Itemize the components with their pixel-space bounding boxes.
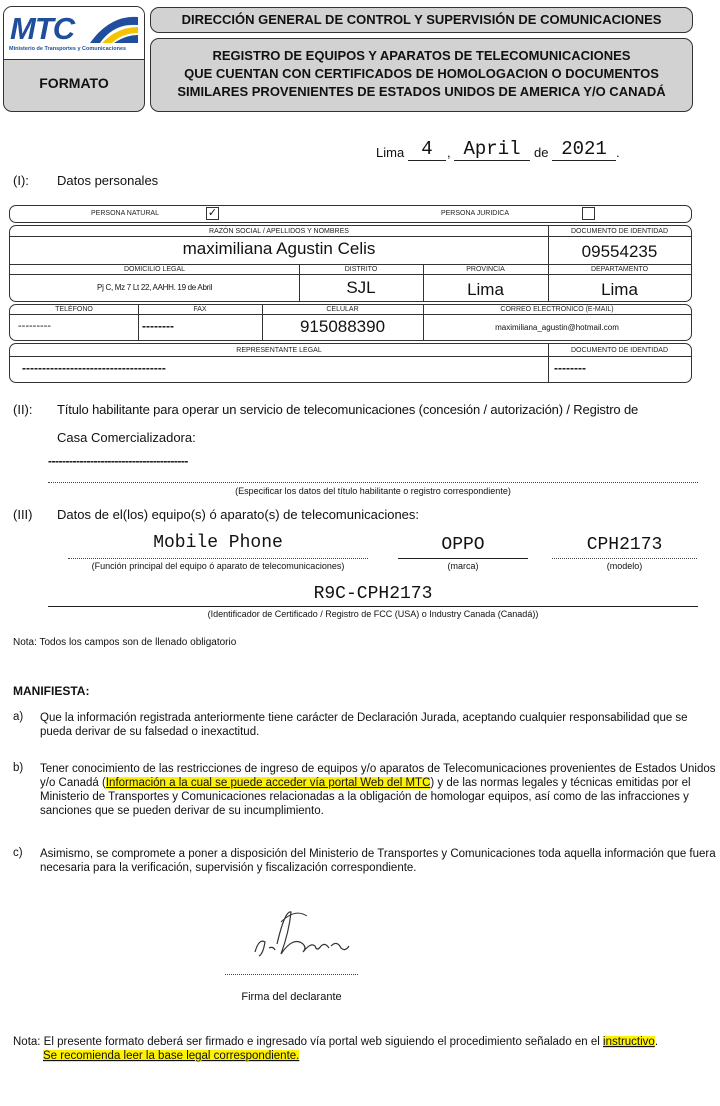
rep-doc-label: DOCUMENTO DE IDENTIDAD <box>570 347 669 354</box>
celular-label: CELULAR <box>326 306 359 313</box>
section2-value: ---------------------------------------- <box>48 454 188 468</box>
final-note-end: . <box>654 1036 659 1048</box>
title-line-1: REGISTRO DE EQUIPOS Y APARATOS DE TELECOMUNICACIONES <box>212 48 631 63</box>
final-note-text: Nota: El presente formato deberá ser firmado e ingresado vía portal web siguiendo el procedimiento señalado en el <box>13 1036 604 1048</box>
funcion-caption: (Función principal del equipo ó aparato de telecomunicaciones) <box>91 561 345 571</box>
personal-data-block <box>9 225 692 302</box>
persona-natural-checkbox[interactable] <box>206 207 219 220</box>
signature-caption: Firma del declarante <box>241 991 342 1003</box>
fax-value: -------- <box>142 319 174 333</box>
item-c-text: Asimismo, se compromete a poner a disposición del Ministerio de Transportes y Comunicaciones toda aquella información que fuera necesaria para la verificación, supervisión y fiscalización correspondiente. <box>40 848 716 874</box>
section1-title: Datos personales <box>57 173 159 188</box>
modelo-caption: (modelo) <box>606 561 643 571</box>
marca-caption: (marca) <box>447 561 479 571</box>
departamento-value: Lima <box>601 280 638 299</box>
item-b-text-2: ) y de las normas legales y técnicas emitidas por el Ministerio de Transportes y Comunicaciones relacionadas a la obligación de homologar equipos, así como de las infracciones y sanciones que se pueden derivar de su incumplimiento. <box>40 777 691 817</box>
doc-label: DOCUMENTO DE IDENTIDAD <box>570 228 669 235</box>
provincia-label: PROVINCIA <box>466 266 505 273</box>
item-a-label: a) <box>13 711 24 723</box>
section2-text-2: Casa Comercializadora: <box>57 430 196 445</box>
section3-num: (III) <box>13 507 33 522</box>
logo-wave-icon <box>88 13 140 47</box>
formato-label: FORMATO <box>39 75 109 91</box>
org-title: DIRECCIÓN GENERAL DE CONTROL Y SUPERVISIÓN DE COMUNICACIONES <box>181 12 662 27</box>
date-sep: , <box>447 145 451 160</box>
rep-doc-value: -------- <box>554 361 586 375</box>
telefono-label: TELÉFONO <box>55 306 93 313</box>
departamento-label: DEPARTAMENTO <box>590 266 649 273</box>
provincia-value: Lima <box>467 280 504 299</box>
org-banner <box>150 7 693 33</box>
section2-text-1: Título habilitante para operar un servicio de telecomunicaciones (concesión / autorización) / Registro de <box>57 402 639 417</box>
title-line-3: SIMILARES PROVENIENTES DE ESTADOS UNIDOS DE AMERICA Y/O CANADÁ <box>177 84 666 99</box>
item-a-text: Que la información registrada anteriormente tiene carácter de Declaración Jurada, aceptando cualquier responsabilidad que se pueda derivar de su falsedad o inexactitud. <box>40 712 688 738</box>
fax-label: FAX <box>193 306 207 313</box>
date-city: Lima <box>376 145 405 160</box>
rep-value: ------------------------------------ <box>22 361 166 375</box>
domicilio-value: Pj C, Mz 7 Lt 22, AAHH. 19 de Abril <box>97 283 212 292</box>
persona-juridica-label: PERSONA JURIDICA <box>440 210 510 217</box>
razon-label: RAZÓN SOCIAL / APELLIDOS Y NOMBRES <box>209 228 349 235</box>
rep-label: REPRESENTANTE LEGAL <box>236 347 322 354</box>
logo-box <box>3 6 145 112</box>
date-end: . <box>616 145 620 160</box>
base-legal-note <box>43 1049 299 1063</box>
section2-num: (II): <box>13 402 33 417</box>
section3-text: Datos de el(los) equipo(s) ó aparato(s) de telecomunicaciones: <box>57 507 420 522</box>
id-value: R9C-CPH2173 <box>313 584 433 604</box>
logo-subtext: Ministerio de Transportes y Comunicaciones <box>9 46 127 52</box>
signature-image <box>245 902 365 964</box>
modelo-value: CPH2173 <box>586 535 663 555</box>
base-legal-link[interactable]: Se recomienda leer la base legal correspondiente. <box>43 1050 300 1062</box>
email-value: maximiliana_agustin@hotmail.com <box>495 323 619 332</box>
id-caption: (Identificador de Certificado / Registro de FCC (USA) o Industry Canada (Canadá)) <box>207 609 539 619</box>
domicilio-label: DOMICILIO LEGAL <box>123 266 186 273</box>
funcion-value: Mobile Phone <box>153 533 283 553</box>
section1-num: (I): <box>13 173 29 188</box>
nota-obligatorio: Nota: Todos los campos son de llenado obligatorio <box>13 637 237 648</box>
mtc-logo <box>4 7 144 60</box>
distrito-value: SJL <box>346 278 376 297</box>
manifiesta-title: MANIFIESTA: <box>13 684 90 698</box>
distrito-label: DISTRITO <box>344 266 378 273</box>
date-month: April <box>463 138 521 160</box>
section2-caption: (Especificar los datos del título habilitante o registro correspondiente) <box>235 486 511 496</box>
persona-juridica-checkbox[interactable] <box>582 207 595 220</box>
title-line-2: QUE CUENTAN CON CERTIFICADOS DE HOMOLOGACION O DOCUMENTOS <box>184 66 659 81</box>
item-c-label: c) <box>13 847 23 859</box>
title-banner <box>150 38 693 112</box>
celular-value: 915088390 <box>299 317 386 336</box>
telefono-value: --------- <box>18 320 51 332</box>
final-note <box>13 1035 718 1049</box>
doc-value: 09554235 <box>581 242 658 261</box>
instructivo-link[interactable]: instructivo <box>603 1036 655 1048</box>
persona-row <box>9 205 692 223</box>
marca-value: OPPO <box>441 535 485 555</box>
date-de: de <box>534 145 549 160</box>
persona-natural-label: PERSONA NATURAL <box>91 210 159 217</box>
item-b-text <box>40 762 718 818</box>
check-icon: ✓ <box>207 207 218 219</box>
date-year: 2021 <box>561 138 607 160</box>
mtc-portal-link[interactable]: Información a la cual se puede acceder vía portal Web del MTC <box>105 777 431 789</box>
email-label: CORREO ELECTRÓNICO (E-MAIL) <box>500 306 614 313</box>
representante-block <box>9 343 692 383</box>
date-day: 4 <box>421 138 433 160</box>
logo-text: MTC <box>10 11 75 46</box>
item-b-text-1: Tener conocimiento de las restricciones de ingreso de equipos y/o aparatos de Telecomunicaciones provenientes de Estados Unidos y/o Canadá ( <box>40 763 716 789</box>
item-b-label: b) <box>13 762 24 774</box>
contact-block <box>9 304 692 341</box>
razon-value: maximiliana Agustin Celis <box>182 239 376 258</box>
